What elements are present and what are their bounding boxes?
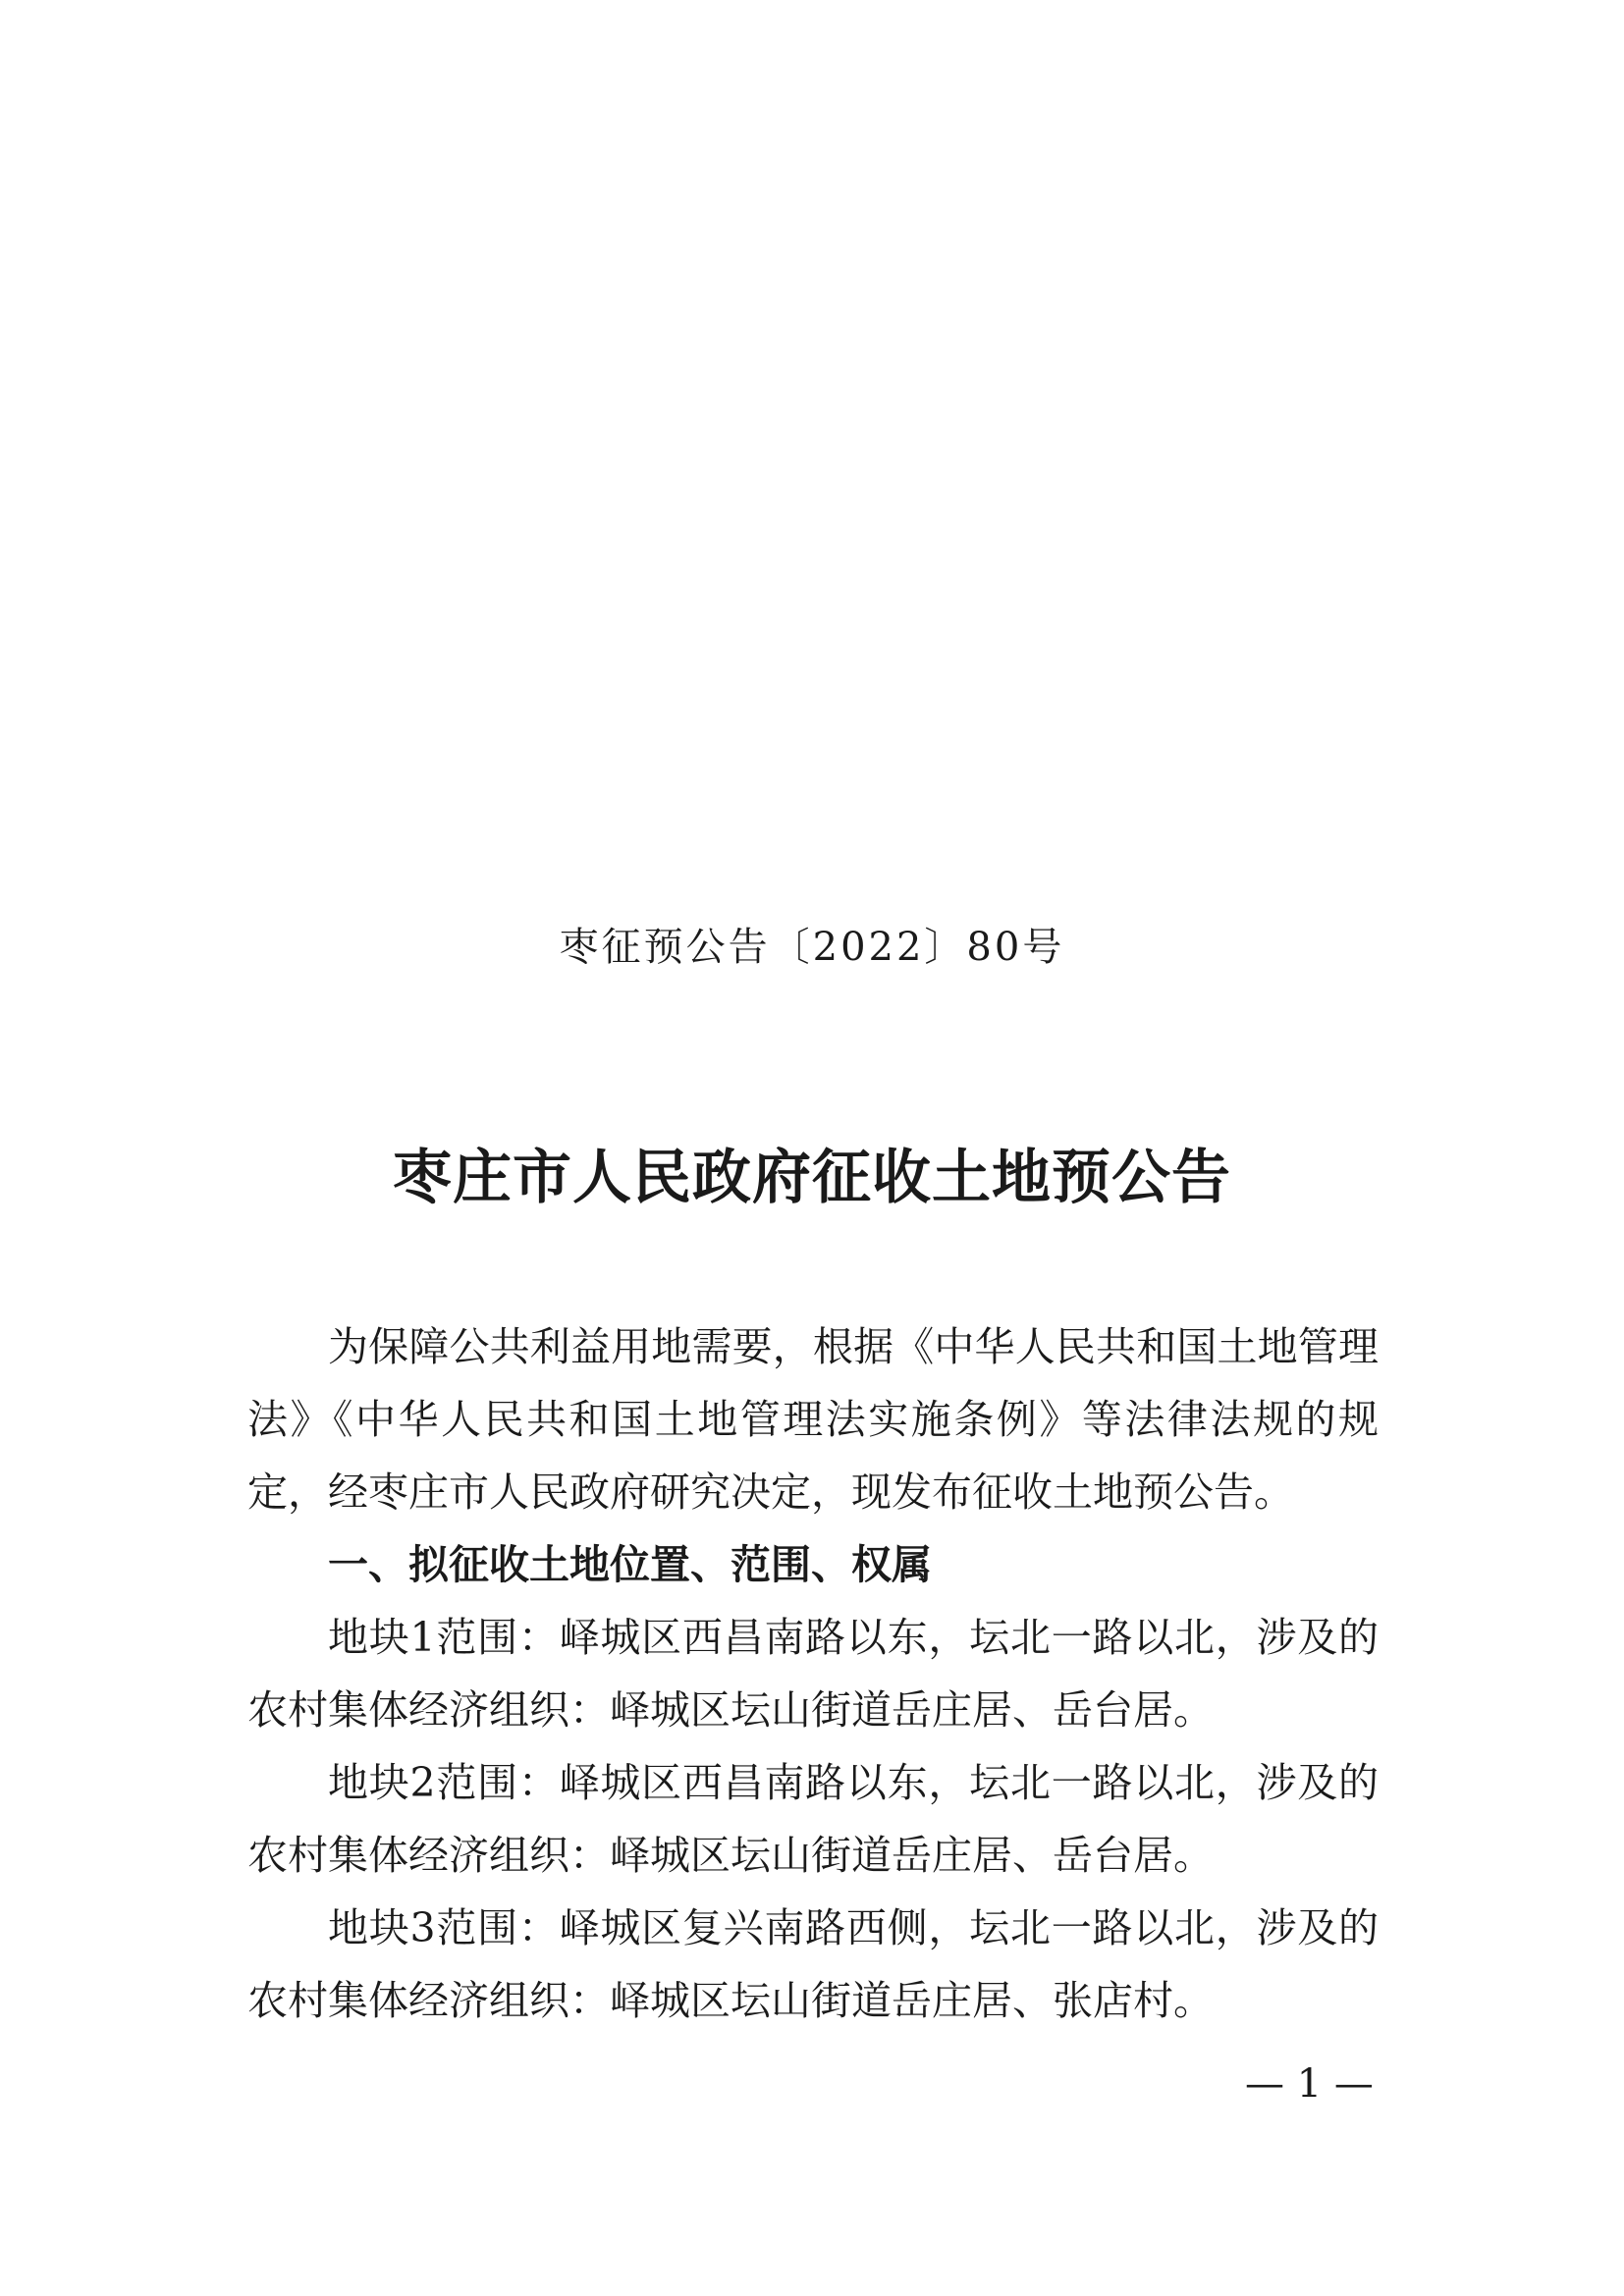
section-heading: 一、拟征收土地位置、范围、权属: [328, 1541, 932, 1588]
page-number: — 1 —: [1245, 2061, 1374, 2107]
plot-paragraph-1: 地块1范围：峄城区西昌南路以东，坛北一路以北，涉及的农村集体经济组织：峄城区坛山街道岳庄居、岳台居。: [247, 1614, 1379, 1734]
plot-paragraph-3: 地块3范围：峄城区复兴南路西侧，坛北一路以北，涉及的农村集体经济组织：峄城区坛山街道岳庄居、张店村。: [247, 1904, 1379, 2024]
plot-paragraph-2: 地块2范围：峄城区西昌南路以东，坛北一路以北，涉及的农村集体经济组织：峄城区坛山街道岳庄居、岳台居。: [247, 1759, 1379, 1879]
document-title: 枣庄市人民政府征收土地预公告: [393, 1144, 1231, 1212]
intro-paragraph: 为保障公共利益用地需要，根据《中华人民共和国土地管理法》《中华人民共和国土地管理法实施条例》等法律法规的规定，经枣庄市人民政府研究决定，现发布征收土地预公告。: [247, 1323, 1379, 1516]
document-body: [247, 1310, 1379, 2037]
document-number: 枣征预公告〔2022〕80号: [559, 925, 1065, 970]
